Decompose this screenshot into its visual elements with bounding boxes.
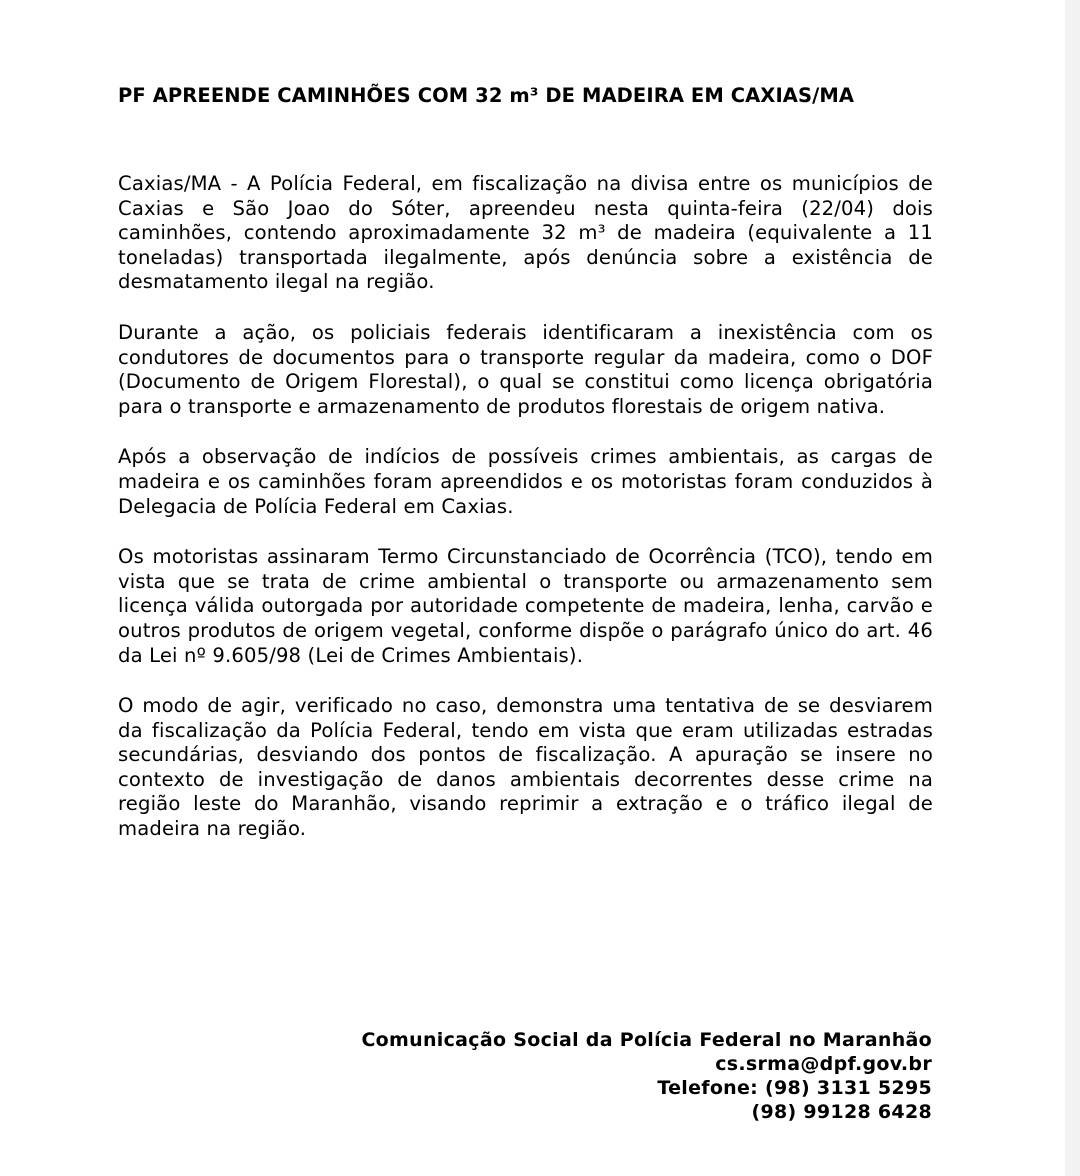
paragraph-4: Os motoristas assinaram Termo Circunstanciado de Ocorrência (TCO), tendo em vista que se trata de crime ambiental o transporte ou armazenamento sem licença válida outorgada por autoridade competente de madeira, lenha, carvão e outros produtos de origem vegetal, conforme dispõe o parágrafo único do art. 46 da Lei nº 9.605/98 (Lei de Crimes Ambientais).: [118, 545, 933, 667]
footer-email: cs.srma@dpf.gov.br: [715, 1053, 932, 1075]
footer-phone-1: Telefone: (98) 3131 5295: [657, 1077, 932, 1099]
document-body: [118, 172, 933, 868]
footer-organization: Comunicação Social da Polícia Federal no Maranhão: [361, 1029, 932, 1051]
paragraph-2: Durante a ação, os policiais federais identificaram a inexistência com os condutores de documentos para o transporte regular da madeira, como o DOF (Documento de Origem Florestal), o qual se constitui como licença obrigatória para o transporte e armazenamento de produtos florestais de origem nativa.: [118, 320, 933, 418]
paragraph-3: Após a observação de indícios de possíveis crimes ambientais, as cargas de madeira e os caminhões foram apreendidos e os motoristas foram conduzidos à Delegacia de Polícia Federal em Caxias.: [118, 445, 933, 518]
contact-footer: [361, 1028, 932, 1124]
document-title: PF APREENDE CAMINHÕES COM 32 m³ DE MADEIRA EM CAXIAS/MA: [118, 84, 855, 107]
paragraph-5: O modo de agir, verificado no caso, demonstra uma tentativa de se desviarem da fiscalização da Polícia Federal, tendo em vista que eram utilizadas estradas secundárias, desviando dos pontos de fiscalização. A apuração se insere no contexto de investigação de danos ambientais decorrentes desse crime na região leste do Maranhão, visando reprimir a extração e o tráfico ilegal de madeira na região.: [118, 694, 933, 841]
footer-phone-2: (98) 99128 6428: [751, 1101, 932, 1123]
paragraph-1: Caxias/MA - A Polícia Federal, em fiscalização na divisa entre os municípios de Caxias e São Joao do Sóter, apreendeu nesta quinta-feira (22/04) dois caminhões, contendo aproximadamente 32 m³ de madeira (equivalente a 11 toneladas) transportada ilegalmente, após denúncia sobre a existência de desmatamento ilegal na região.: [118, 172, 933, 294]
